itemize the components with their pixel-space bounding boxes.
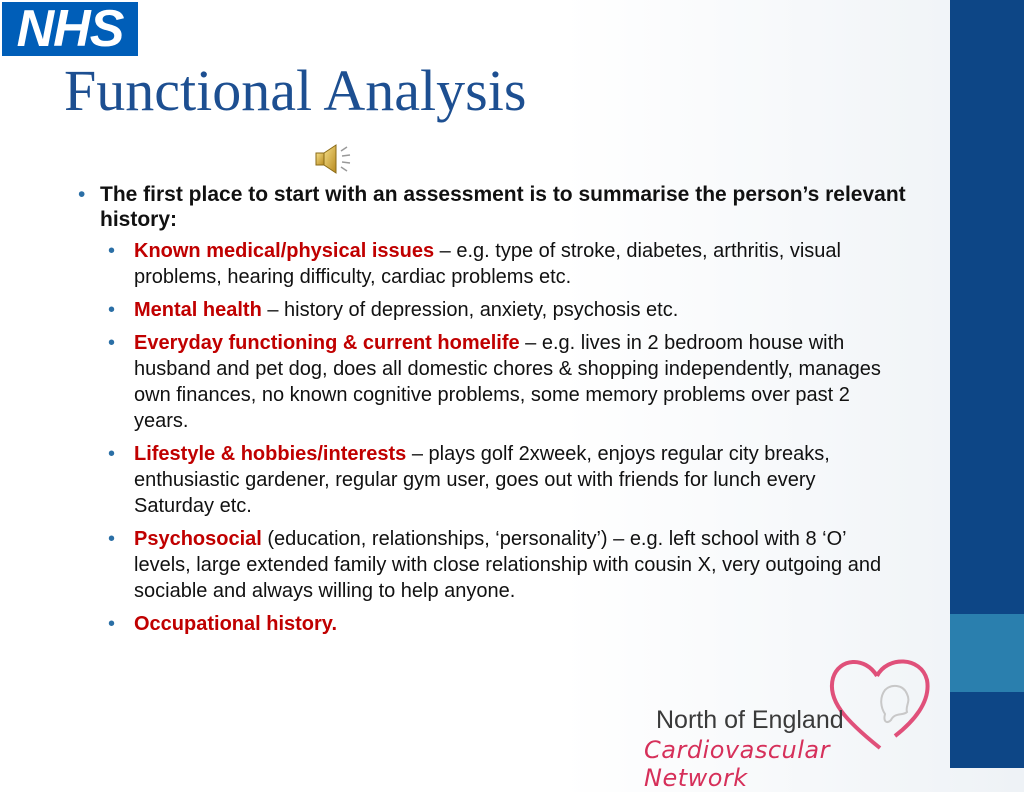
list-item [78, 330, 908, 434]
item-label: Occupational history. [134, 613, 337, 635]
item-text: – plays golf 2xweek, enjoys regular city breaks, enthusiastic gardener, regular gym user, goes out with friends for lunch every Saturday etc. [134, 443, 830, 517]
list-item [78, 526, 908, 604]
network-name-line1: North of England [656, 706, 844, 734]
list-item [78, 611, 908, 637]
side-decoration-bar [950, 0, 1024, 768]
list-item [78, 238, 908, 290]
item-text: (education, relationships, ‘personality’) – e.g. left school with 8 ‘O’ levels, large extended family with close relationship with cousin X, very outgoing and sociable and always willing to help anyone. [134, 528, 882, 602]
network-name-line2: Cardiovascular Network [644, 736, 830, 792]
nhs-logo: NHS [0, 0, 140, 58]
list-item [78, 441, 908, 519]
item-label: Mental health [134, 299, 262, 321]
item-label: Everyday functioning & current homelife [134, 332, 520, 354]
item-text: – e.g. type of stroke, diabetes, arthritis, visual problems, hearing difficulty, cardiac problems etc. [134, 240, 841, 288]
item-label: Known medical/physical issues [134, 240, 435, 262]
side-decoration-band [950, 614, 1024, 692]
intro-bullet: • The first place to start with an assessment is to summarise the person’s relevant history: [78, 182, 908, 232]
item-label: Psychosocial [134, 528, 262, 550]
slide-title: Functional Analysis [64, 58, 527, 123]
item-text: – e.g. lives in 2 bedroom house with husband and pet dog, does all domestic chores & shopping independently, manages own finances, no known cognitive problems, some memory problems over past 2 years. [134, 332, 881, 432]
item-text: – history of depression, anxiety, psychosis etc. [261, 299, 679, 321]
history-list [78, 238, 908, 637]
speaker-icon[interactable] [314, 142, 354, 176]
item-label: Lifestyle & hobbies/interests [134, 443, 407, 465]
list-item [78, 297, 908, 323]
bullet-content [78, 182, 908, 644]
network-logo [640, 650, 940, 792]
